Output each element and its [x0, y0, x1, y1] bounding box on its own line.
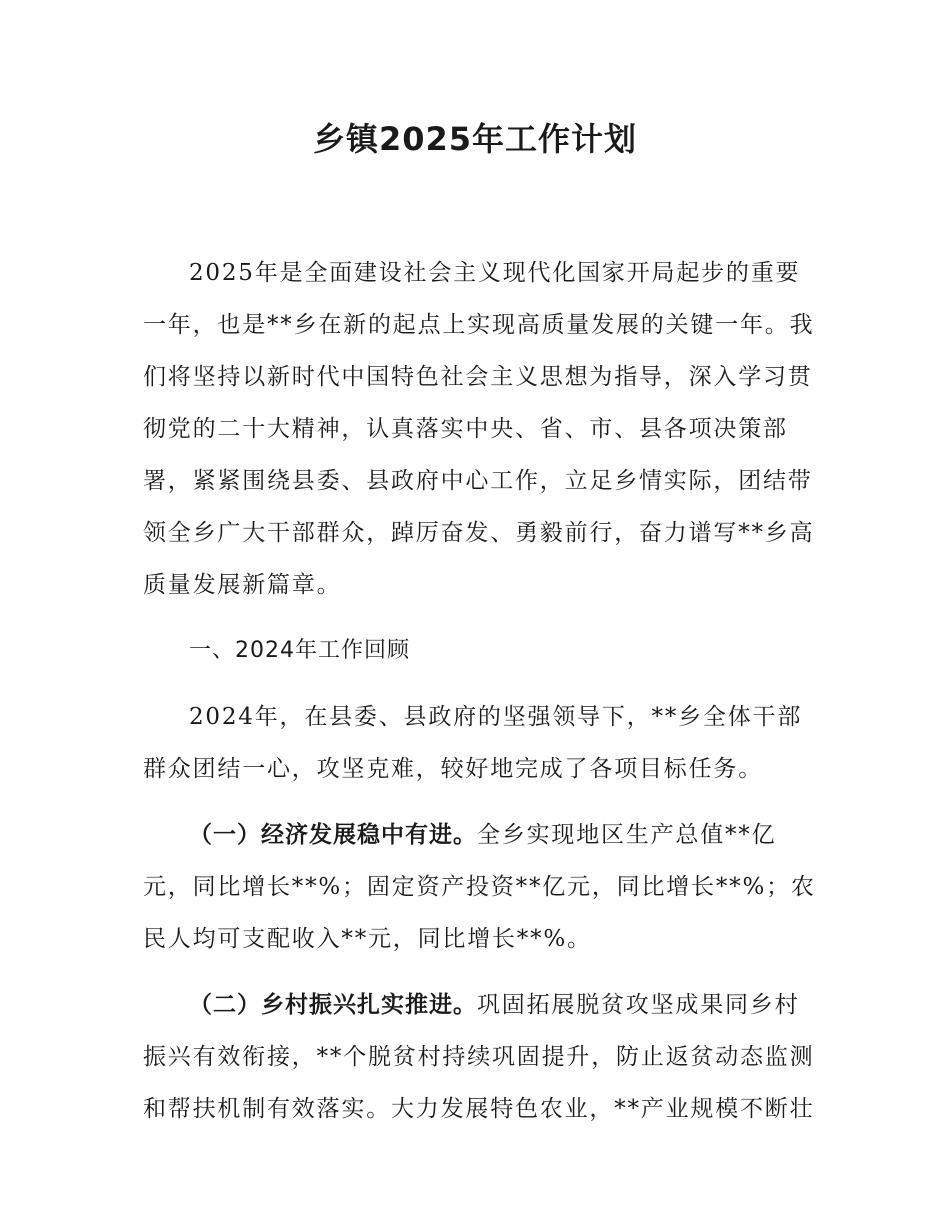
section-heading-review: 一、2024年工作回顾	[189, 638, 410, 663]
document-body	[143, 247, 819, 1135]
rural-revitalization-text: 巩固拓展脱贫攻坚成果同乡村振兴有效衔接，**个脱贫村持续巩固提升，防止返贫动态监测和帮扶机制有效落实。大力发展特色农业，**产业规模不断壮	[143, 992, 815, 1122]
paragraph-spacer	[143, 965, 819, 979]
rural-revitalization-lead: （二）乡村振兴扎实推进。	[189, 992, 477, 1018]
review-summary-paragraph: 2024年，在县委、县政府的坚强领导下，**乡全体干部群众团结一心，攻坚克难，较好地完成了各项目标任务。	[143, 704, 803, 782]
paragraph-spacer	[143, 677, 819, 691]
economy-paragraph	[143, 809, 819, 965]
rural-revitalization-paragraph	[143, 979, 819, 1135]
intro-paragraph: 2025年是全面建设社会主义现代化国家开局起步的重要一年，也是**乡在新的起点上实现高质量发展的关键一年。我们将坚持以新时代中国特色社会主义思想为指导，深入学习贯彻党的二十大精神，认真落实中央、省、市、县各项决策部署，紧紧围绕县委、县政府中心工作，立足乡情实际，团结带领全乡广大干部群众，踔厉奋发、勇毅前行，奋力谱写**乡高质量发展新篇章。	[143, 260, 815, 598]
economy-lead: （一）经济发展稳中有进。	[189, 822, 477, 848]
document-title: 乡镇2025年工作计划	[312, 120, 638, 158]
paragraph-spacer	[143, 795, 819, 809]
economy-text: 全乡实现地区生产总值**亿元，同比增长**%；固定资产投资**亿元，同比增长**%；农民人均可支配收入**元，同比增长**%。	[143, 822, 816, 952]
paragraph-spacer	[143, 611, 819, 625]
